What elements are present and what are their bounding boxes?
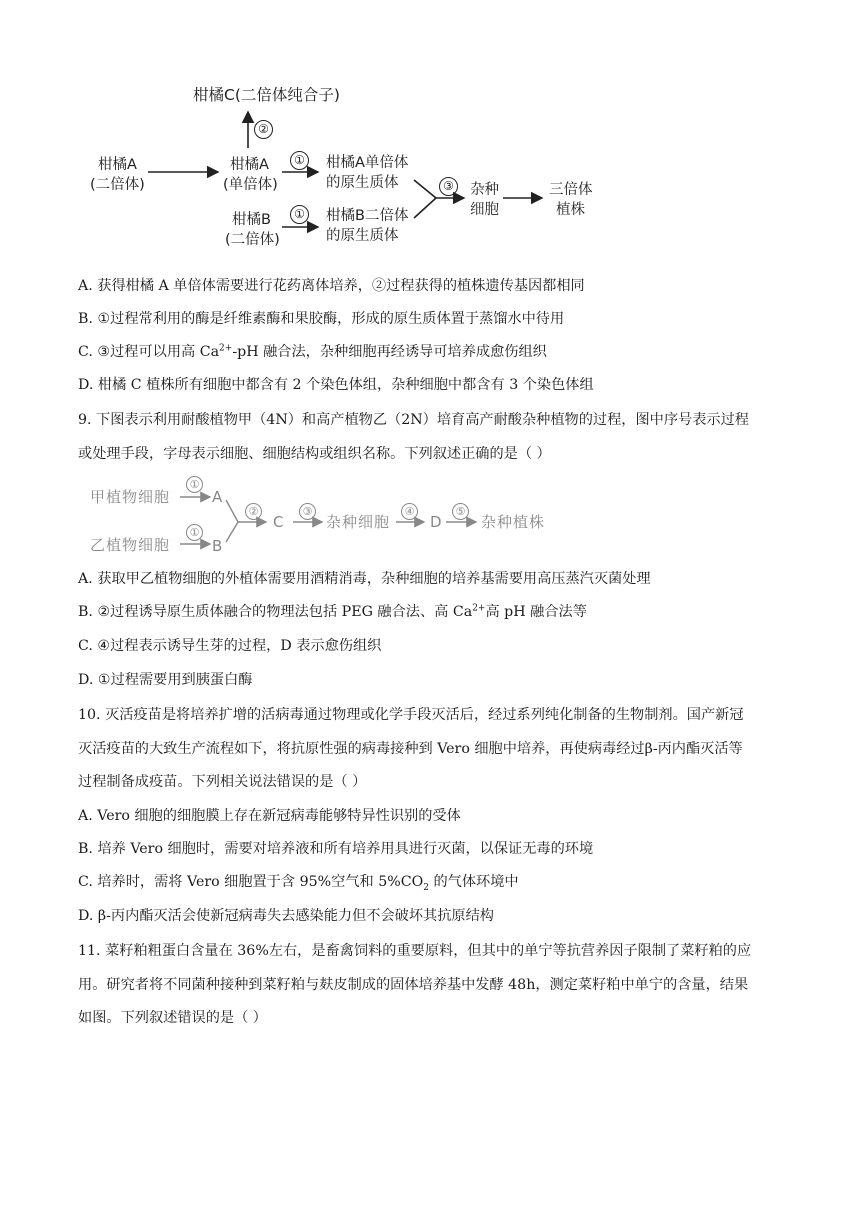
q8-option-c-text-2: -pH 融合法，杂种细胞再经诱导可培养成愈伤组织 — [232, 344, 547, 360]
q10-stem-line1: 10. 灭活疫苗是将培养扩增的活病毒通过物理或化学手段灭活后，经过系列纯化制备的生物制剂。国产新冠 — [78, 707, 744, 723]
fusion-step-2-marker: ② — [245, 503, 262, 520]
q8-option-c-text-1: C. ③过程可以用高 Ca — [78, 344, 220, 360]
citrus-diagram-arrows — [0, 0, 860, 260]
node-d-label: D — [430, 513, 443, 531]
citrus-b-diploid-ploidy: (二倍体) — [225, 232, 280, 248]
q11-stem-line2: 用。研究者将不同菌种接种到菜籽粕与麸皮制成的固体培养基中发酵 48h，测定菜籽粕中单宁的含量，结果 — [78, 977, 749, 993]
step-1b-marker: ① — [290, 205, 309, 224]
plant-yi-cell-label: 乙植物细胞 — [90, 536, 171, 554]
plant-fusion-diagram — [0, 470, 860, 560]
q9-option-c: C. ④过程表示诱导生芽的过程，D 表示愈伤组织 — [78, 638, 382, 654]
fusion-step-1b-marker: ① — [186, 524, 203, 541]
q8-option-a: A. 获得柑橘 A 单倍体需要进行花药离体培养，②过程获得的植株遗传基因都相同 — [78, 278, 585, 294]
triploid-plant-line2: 植株 — [556, 202, 585, 218]
plant-jia-cell-label: 甲植物细胞 — [90, 488, 171, 506]
citrus-a-haploid-ploidy: (单倍体) — [223, 177, 278, 193]
hybrid-plant-label: 杂种植株 — [481, 513, 546, 531]
step-1a-marker: ① — [290, 151, 309, 170]
q11-stem-line3: 如图。下列叙述错误的是（ ） — [78, 1010, 267, 1026]
fusion-step-1a-marker: ① — [186, 476, 203, 493]
q10-option-c-subscript: 2 — [423, 882, 429, 893]
citrus-c-label: 柑橘C(二倍体纯合子) — [193, 86, 340, 104]
citrus-b-diploid-name: 柑橘B — [232, 212, 271, 228]
citrus-a-diploid-name: 柑橘A — [98, 157, 137, 173]
node-c-label: C — [273, 513, 285, 531]
q10-stem-line3: 过程制备成疫苗。下列相关说法错误的是（ ） — [78, 774, 367, 790]
citrus-a-haploid-name: 柑橘A — [230, 157, 269, 173]
triploid-plant-line1: 三倍体 — [549, 182, 593, 198]
hybrid-cell-line1: 杂种 — [470, 182, 499, 198]
q9-option-d: D. ①过程需要用到胰蛋白酶 — [78, 672, 253, 688]
q10-stem-line2: 灭活疫苗的大致生产流程如下，将抗原性强的病毒接种到 Vero 细胞中培养，再使病毒经过β-丙内酯灭活等 — [78, 741, 743, 757]
citrus-a-diploid-ploidy: (二倍体) — [90, 177, 145, 193]
q8-option-c-superscript: 2+ — [219, 343, 233, 354]
node-a-label: A — [212, 488, 224, 506]
citrus-a-protoplast-line2: 的原生质体 — [326, 175, 399, 191]
step-2-marker: ② — [254, 120, 273, 139]
q10-option-b: B. 培养 Vero 细胞时，需要对培养液和所有培养用具进行灭菌，以保证无毒的环境 — [78, 841, 594, 857]
q8-option-d: D. 柑橘 C 植株所有细胞中都含有 2 个染色体组，杂种细胞中都含有 3 个染色体组 — [78, 377, 594, 393]
hybrid-cell-label: 杂种细胞 — [326, 513, 391, 531]
q9-stem-line1: 9. 下图表示利用耐酸植物甲（4N）和高产植物乙（2N）培育高产耐酸杂种植物的过程，图中序号表示过程 — [78, 412, 749, 428]
fusion-step-4-marker: ④ — [401, 503, 418, 520]
step-3-marker: ③ — [439, 177, 458, 196]
citrus-a-protoplast-line1: 柑橘A单倍体 — [326, 155, 409, 171]
q8-option-c — [78, 342, 547, 362]
q10-option-c-text-2: 的气体环境中 — [428, 874, 519, 890]
hybrid-cell-line2: 细胞 — [470, 202, 499, 218]
citrus-b-protoplast-line1: 柑橘B二倍体 — [326, 208, 409, 224]
q9-option-b-text-2: 高 pH 融合法等 — [485, 604, 587, 620]
citrus-b-protoplast-line2: 的原生质体 — [326, 228, 399, 244]
q11-stem-line1: 11. 菜籽粕粗蛋白含量在 36%左右，是畜禽饲料的重要原料，但其中的单宁等抗营养因子限制了菜籽粕的应 — [78, 943, 752, 959]
q10-option-d: D. β-丙内酯灭活会使新冠病毒失去感染能力但不会破坏其抗原结构 — [78, 908, 494, 924]
q10-option-c — [78, 872, 519, 892]
citrus-diagram — [0, 0, 860, 260]
q9-stem-line2: 或处理手段，字母表示细胞、细胞结构或组织名称。下列叙述正确的是（ ） — [78, 446, 551, 462]
node-b-label: B — [212, 537, 224, 555]
q10-option-c-text-1: C. 培养时，需将 Vero 细胞置于含 95%空气和 5%CO — [78, 874, 424, 890]
fusion-step-3-marker: ③ — [299, 503, 316, 520]
q9-option-b-superscript: 2+ — [472, 603, 486, 614]
q9-option-b-text-1: B. ②过程诱导原生质体融合的物理法包括 PEG 融合法、高 Ca — [78, 604, 473, 620]
q10-option-a: A. Vero 细胞的细胞膜上存在新冠病毒能够特异性识别的受体 — [78, 808, 461, 824]
fusion-step-5-marker: ⑤ — [452, 503, 469, 520]
q9-option-b — [78, 602, 587, 622]
q9-option-a: A. 获取甲乙植物细胞的外植体需要用酒精消毒，杂种细胞的培养基需要用高压蒸汽灭菌处理 — [78, 571, 651, 587]
q8-option-b: B. ①过程常利用的酶是纤维素酶和果胶酶，形成的原生质体置于蒸馏水中待用 — [78, 311, 565, 327]
